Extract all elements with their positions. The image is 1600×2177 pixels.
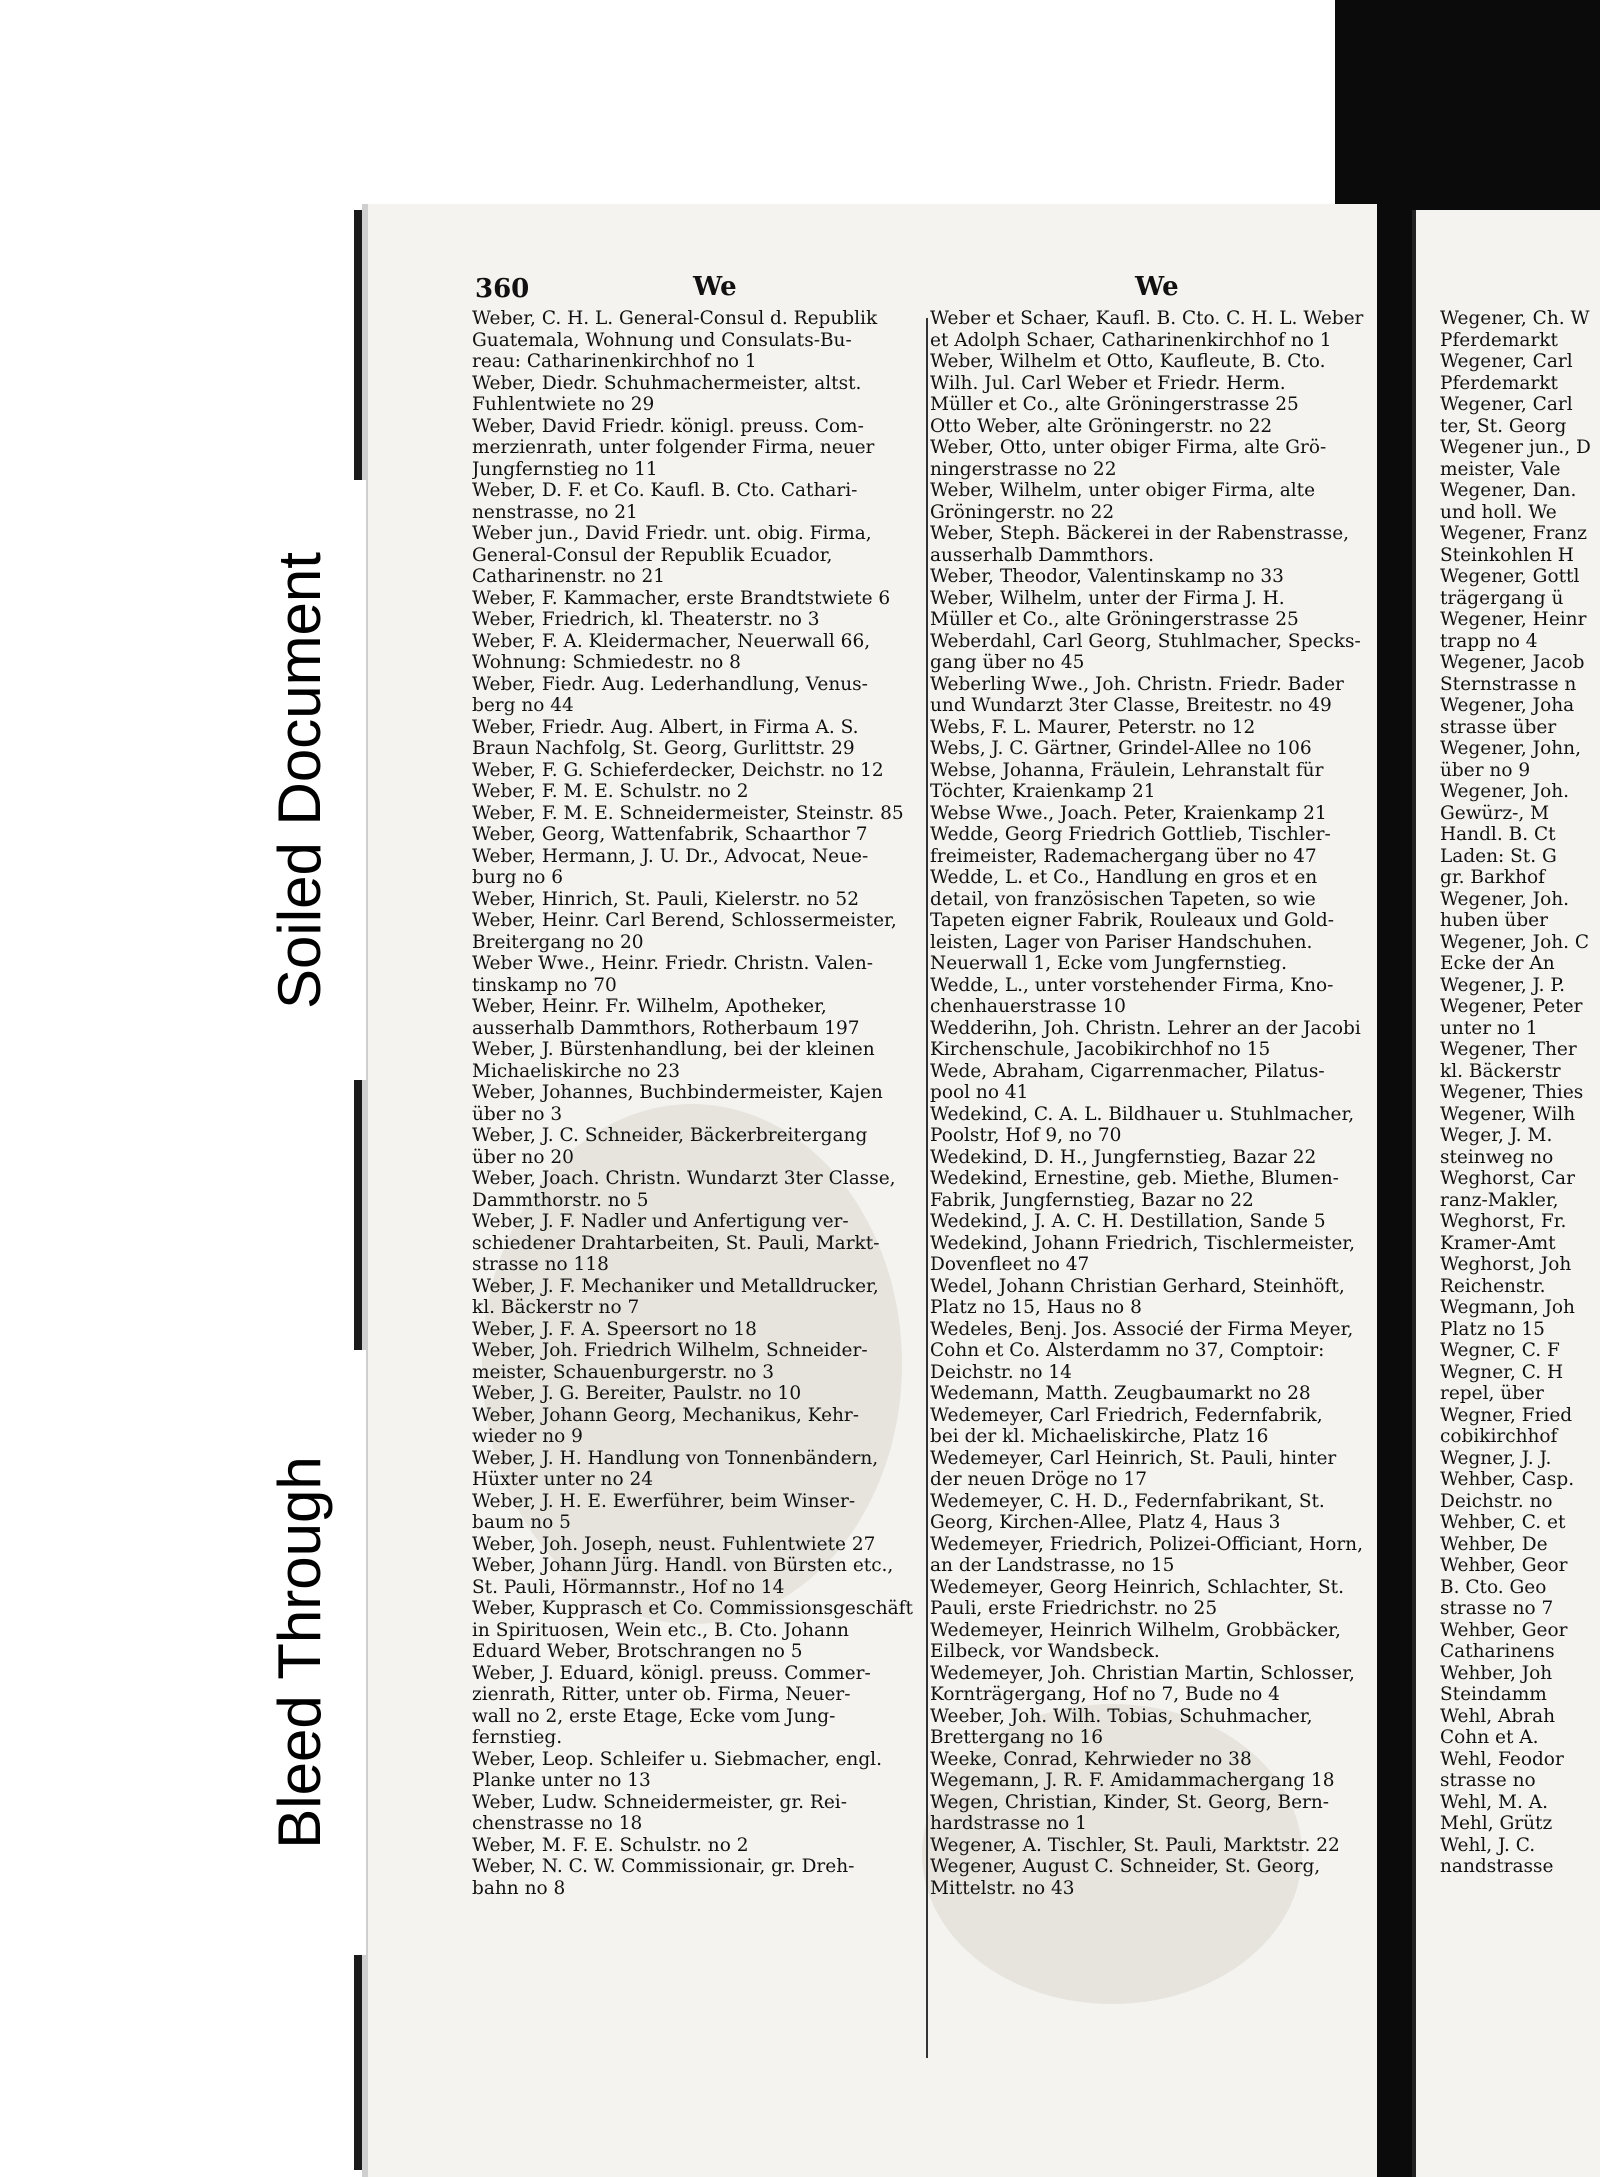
directory-line: Wegener, Joh. <box>1440 888 1570 910</box>
directory-line: Wegener, Dan. <box>1440 480 1577 501</box>
directory-line: Gröningerstr. no 22 <box>930 501 1115 523</box>
directory-line: Mittelstr. no 43 <box>930 1877 1075 1899</box>
directory-line: ausserhalb Dammthors. <box>930 544 1154 566</box>
directory-line: Weber, J. H. Handlung von Tonnenbändern, <box>472 1447 879 1469</box>
directory-line: Steindamm <box>1440 1684 1547 1705</box>
directory-line: Wedeles, Benj. Jos. Associé der Firma Meyer, <box>930 1318 1354 1340</box>
directory-line: Wegemann, J. R. F. Amidammachergang 18 <box>930 1770 1335 1791</box>
directory-line: Braun Nachfolg, St. Georg, Gurlittstr. 29 <box>472 738 855 759</box>
directory-line: Weber, Johann Georg, Mechanikus, Kehr- <box>472 1404 860 1426</box>
directory-line: Wedemeyer, Carl Heinrich, St. Pauli, hinter <box>930 1447 1337 1469</box>
directory-line: detail, von französischen Tapeten, so wie <box>930 888 1316 910</box>
directory-line: und Wundarzt 3ter Classe, Breitestr. no 49 <box>930 695 1332 716</box>
directory-line: schiedener Drahtarbeiten, St. Pauli, Markt- <box>472 1232 880 1254</box>
directory-line: Eduard Weber, Brotschrangen no 5 <box>472 1641 803 1662</box>
directory-line: Weber, Friedrich, kl. Theaterstr. no 3 <box>472 609 820 630</box>
directory-line: Michaeliskirche no 23 <box>472 1060 680 1082</box>
directory-line: berg no 44 <box>472 695 574 716</box>
directory-line: Wegener, John, <box>1440 738 1581 759</box>
directory-line: gang über no 45 <box>930 652 1085 673</box>
directory-line: fernstieg. <box>472 1727 563 1748</box>
directory-line: bei der kl. Michaeliskirche, Platz 16 <box>930 1426 1269 1447</box>
directory-line: Cohn et Co. Alsterdamm no 37, Comptoir: <box>930 1340 1325 1361</box>
directory-line: Weeber, Joh. Wilh. Tobias, Schuhmacher, <box>930 1705 1313 1727</box>
directory-line: Weber, Hinrich, St. Pauli, Kielerstr. no 52 <box>472 888 859 910</box>
directory-line: meister, Vale <box>1440 458 1561 480</box>
directory-line: Wedde, L. et Co., Handlung en gros et en <box>930 867 1318 888</box>
directory-line: Weber, Theodor, Valentinskamp no 33 <box>930 566 1284 587</box>
directory-line: Weber, Wilhelm, unter der Firma J. H. <box>930 587 1285 609</box>
directory-line: B. Cto. Geo <box>1440 1576 1547 1598</box>
directory-line: Wegner, J. J. <box>1440 1447 1552 1469</box>
directory-line: Weber, J. H. E. Ewerführer, beim Winser- <box>472 1490 856 1512</box>
directory-line: Kramer-Amt <box>1440 1232 1556 1254</box>
directory-line: Wegener, Joha <box>1440 695 1575 716</box>
directory-line: Wedemeyer, C. H. D., Federnfabrikant, St. <box>930 1490 1325 1512</box>
directory-line: wieder no 9 <box>472 1426 583 1447</box>
directory-line: chenhauerstrasse 10 <box>930 996 1126 1017</box>
directory-line: nenstrasse, no 21 <box>472 501 638 523</box>
directory-line: Weber, Diedr. Schuhmachermeister, altst. <box>472 372 862 394</box>
directory-column-next-page <box>1440 308 1600 1878</box>
directory-line: ter, St. Georg <box>1440 415 1567 437</box>
directory-line: über no 3 <box>472 1103 563 1125</box>
directory-line: kl. Bäckerstr <box>1440 1060 1561 1082</box>
directory-line: Weber, M. F. E. Schulstr. no 2 <box>472 1834 749 1856</box>
directory-line: Töchter, Kraienkamp 21 <box>930 781 1156 802</box>
directory-line: Weber et Schaer, Kaufl. B. Cto. C. H. L. Weber <box>930 308 1364 329</box>
directory-line: chenstrasse no 18 <box>472 1813 643 1834</box>
directory-line: Wegner, C. F <box>1440 1340 1560 1361</box>
directory-line: Weber Wwe., Heinr. Friedr. Christn. Valen- <box>472 953 874 974</box>
directory-line: Deichstr. no 14 <box>930 1361 1072 1383</box>
directory-line: Wegener jun., D <box>1440 437 1591 458</box>
directory-line: Steinkohlen H <box>1440 544 1574 566</box>
directory-line: leisten, Lager von Pariser Handschuhen. <box>930 931 1313 953</box>
running-head-right: We <box>1135 272 1179 302</box>
directory-line: Webs, F. L. Maurer, Peterstr. no 12 <box>930 716 1256 738</box>
directory-line: Weber, F. A. Kleidermacher, Neuerwall 66, <box>472 630 871 652</box>
directory-line: Weber, F. Kammacher, erste Brandtstwiete 6 <box>472 587 891 609</box>
directory-line: Sternstrasse n <box>1440 673 1577 695</box>
directory-line: Wehber, Joh <box>1440 1662 1553 1684</box>
directory-line: Kornträgergang, Hof no 7, Bude no 4 <box>930 1684 1280 1705</box>
directory-line: Weber, Wilhelm, unter obiger Firma, alte <box>930 480 1316 501</box>
directory-line: Eilbeck, vor Wandsbeck. <box>930 1641 1160 1662</box>
directory-line: wall no 2, erste Etage, Ecke vom Jung- <box>472 1705 836 1727</box>
directory-line: Wegener, J. P. <box>1440 974 1566 996</box>
directory-line: Wegener, Carl <box>1440 351 1573 372</box>
directory-line: Weghorst, Car <box>1440 1168 1575 1189</box>
directory-line: Georg, Kirchen-Allee, Platz 4, Haus 3 <box>930 1512 1281 1533</box>
directory-line: Wegener, Carl <box>1440 394 1573 415</box>
directory-line: ranz-Makler, <box>1440 1189 1559 1211</box>
directory-line: Weber, C. H. L. General-Consul d. Republik <box>472 308 878 329</box>
directory-line: Webse Wwe., Joach. Peter, Kraienkamp 21 <box>930 802 1327 824</box>
directory-line: steinweg no <box>1440 1146 1554 1168</box>
directory-line: pool no 41 <box>930 1082 1029 1103</box>
directory-line: Weghorst, Fr. <box>1440 1211 1567 1232</box>
directory-line: St. Pauli, Hörmannstr., Hof no 14 <box>472 1576 785 1598</box>
directory-line: Weber, Fiedr. Aug. Lederhandlung, Venus- <box>472 673 868 695</box>
directory-line: Fuhlentwiete no 29 <box>472 394 655 415</box>
directory-line: Wehl, Feodor <box>1440 1748 1564 1770</box>
directory-line: nandstrasse <box>1440 1856 1554 1877</box>
directory-line: Catharinenstr. no 21 <box>472 566 666 587</box>
directory-line: Weber, Kupprasch et Co. Commissionsgeschäft <box>472 1598 913 1619</box>
directory-line: Wegener, Ther <box>1440 1039 1577 1060</box>
directory-line: Webse, Johanna, Fräulein, Lehranstalt für <box>930 759 1324 781</box>
directory-line: Wegener, Joh. <box>1440 781 1570 802</box>
directory-line: Wede, Abraham, Cigarrenmacher, Pilatus- <box>930 1060 1325 1082</box>
directory-line: Wehber, Geor <box>1440 1555 1568 1576</box>
directory-line: Wedemeyer, Heinrich Wilhelm, Grobbäcker, <box>930 1619 1341 1641</box>
directory-line: Wegener, A. Tischler, St. Pauli, Marktstr. 22 <box>930 1834 1340 1856</box>
bleed-through-label: Bleed Through <box>232 1350 366 1955</box>
directory-line: Pauli, erste Friedrichstr. no 25 <box>930 1598 1218 1619</box>
directory-line: Weber, J. F. Mechaniker und Metalldrucker, <box>472 1275 879 1297</box>
directory-line: Wedemeyer, Georg Heinrich, Schlachter, St. <box>930 1576 1344 1598</box>
directory-line: Poolstr, Hof 9, no 70 <box>930 1125 1122 1146</box>
directory-line: Deichstr. no <box>1440 1490 1553 1512</box>
directory-line: der neuen Dröge no 17 <box>930 1469 1147 1490</box>
directory-line: Weber, Johannes, Buchbindermeister, Kajen <box>472 1082 883 1103</box>
directory-line: Guatemala, Wohnung und Consulats-Bu- <box>472 329 852 351</box>
directory-line: reau: Catharinenkirchhof no 1 <box>472 351 757 372</box>
directory-line: Weber, Steph. Bäckerei in der Rabenstrasse, <box>930 523 1350 544</box>
directory-line: Weber, Ludw. Schneidermeister, gr. Rei- <box>472 1791 847 1813</box>
directory-line: General-Consul der Republik Ecuador, <box>472 544 833 566</box>
directory-line: Wegener, Heinr <box>1440 609 1587 630</box>
directory-line: Kirchenschule, Jacobikirchhof no 15 <box>930 1039 1271 1060</box>
directory-line: Reichenstr. <box>1440 1275 1546 1297</box>
directory-line: Breitergang no 20 <box>472 931 644 953</box>
directory-line: Wedemeyer, Friedrich, Polizei-Officiant, Horn, <box>930 1533 1363 1555</box>
directory-line: Wegener, Peter <box>1440 996 1583 1017</box>
directory-line: Müller et Co., alte Gröningerstrasse 25 <box>930 394 1299 415</box>
directory-line: Weber, Georg, Wattenfabrik, Schaarthor 7 <box>472 824 868 845</box>
directory-line: trapp no 4 <box>1440 630 1538 652</box>
directory-line: Otto Weber, alte Gröningerstr. no 22 <box>930 415 1273 437</box>
directory-line: Jungfernstieg no 11 <box>472 458 658 480</box>
directory-line: Wehber, Casp. <box>1440 1469 1575 1490</box>
directory-line: Weber, J. Eduard, königl. preuss. Commer- <box>472 1662 871 1684</box>
directory-line: Pferdemarkt <box>1440 372 1558 394</box>
directory-line: burg no 6 <box>472 867 564 888</box>
directory-line: Weber, F. M. E. Schneidermeister, Steinstr. 85 <box>472 802 904 824</box>
directory-line: Wegener, Wilh <box>1440 1103 1576 1125</box>
directory-line: über no 20 <box>472 1146 574 1168</box>
directory-line: Weber, J. F. Nadler und Anfertigung ver- <box>472 1211 849 1232</box>
directory-line: Weber, Hermann, J. U. Dr., Advocat, Neue- <box>472 845 869 867</box>
directory-line: Wohnung: Schmiedestr. no 8 <box>472 652 741 673</box>
directory-line: strasse über <box>1440 716 1557 738</box>
directory-line: Weberling Wwe., Joh. Christn. Friedr. Bader <box>930 673 1344 695</box>
directory-line: Ecke der An <box>1440 953 1555 974</box>
directory-line: strasse no 118 <box>472 1254 609 1275</box>
directory-line: Platz no 15 <box>1440 1318 1545 1340</box>
directory-line: Weber, F. M. E. Schulstr. no 2 <box>472 781 749 802</box>
directory-line: Weber, Joh. Joseph, neust. Fuhlentwiete 27 <box>472 1533 876 1555</box>
directory-line: Weber, J. F. A. Speersort no 18 <box>472 1318 757 1340</box>
directory-line: Dovenfleet no 47 <box>930 1254 1090 1275</box>
directory-line: Müller et Co., alte Gröningerstrasse 25 <box>930 609 1299 630</box>
directory-line: Hüxter unter no 24 <box>472 1469 653 1490</box>
directory-line: Wedekind, C. A. L. Bildhauer u. Stuhlmacher, <box>930 1103 1355 1125</box>
directory-line: Wegener, Ch. W <box>1440 308 1590 329</box>
directory-line: Weber, Joach. Christn. Wundarzt 3ter Classe, <box>472 1168 896 1189</box>
directory-line: Platz no 15, Haus no 8 <box>930 1297 1142 1318</box>
directory-line: Weber, Otto, unter obiger Firma, alte Grö- <box>930 437 1327 458</box>
directory-line: Weber, J. Bürstenhandlung, bei der kleinen <box>472 1039 875 1060</box>
directory-line: bahn no 8 <box>472 1877 566 1899</box>
page-number: 360 <box>475 274 530 304</box>
directory-line: gr. Barkhof <box>1440 867 1545 888</box>
directory-line: cobikirchhof <box>1440 1426 1558 1447</box>
directory-line: Handl. B. Ct <box>1440 824 1556 845</box>
directory-line: huben über <box>1440 910 1548 931</box>
directory-column-left <box>472 308 924 1899</box>
directory-line: Wegner, Fried <box>1440 1404 1573 1426</box>
directory-line: meister, Schauenburgerstr. no 3 <box>472 1361 775 1383</box>
directory-line: freimeister, Rademachergang über no 47 <box>930 845 1317 867</box>
directory-line: trägergang ü <box>1440 587 1564 609</box>
directory-line: Wedde, Georg Friedrich Gottlieb, Tischler- <box>930 824 1331 845</box>
directory-line: Weger, J. M. <box>1440 1125 1553 1146</box>
directory-line: in Spirituosen, Wein etc., B. Cto. Johann <box>472 1619 849 1641</box>
directory-line: Wegen, Christian, Kinder, St. Georg, Bern- <box>930 1791 1330 1813</box>
directory-line: Weber, D. F. et Co. Kaufl. B. Cto. Cathari- <box>472 480 858 501</box>
directory-line: Weber, Leop. Schleifer u. Siebmacher, engl. <box>472 1748 882 1770</box>
directory-line: Wegener, Gottl <box>1440 566 1580 587</box>
directory-line: Fabrik, Jungfernstieg, Bazar no 22 <box>930 1189 1254 1211</box>
directory-line: Wedel, Johann Christian Gerhard, Steinhöft, <box>930 1275 1345 1297</box>
directory-line: Wegner, C. H <box>1440 1361 1564 1383</box>
directory-line: Wedderihn, Joh. Christn. Lehrer an der Jacobi <box>930 1017 1361 1039</box>
directory-line: hardstrasse no 1 <box>930 1813 1087 1834</box>
directory-line: Weberdahl, Carl Georg, Stuhlmacher, Specks- <box>930 630 1361 652</box>
directory-line: Gewürz-, M <box>1440 802 1550 824</box>
directory-line: kl. Bäckerstr no 7 <box>472 1297 640 1318</box>
directory-line: Weghorst, Joh <box>1440 1254 1572 1275</box>
directory-line: tinskamp no 70 <box>472 974 617 996</box>
directory-line: Weber, Wilhelm et Otto, Kaufleute, B. Cto. <box>930 351 1326 372</box>
directory-line: Neuerwall 1, Ecke vom Jungfernstieg. <box>930 953 1288 974</box>
directory-line: Wehl, M. A. <box>1440 1791 1548 1813</box>
directory-line: Planke unter no 13 <box>472 1770 651 1791</box>
directory-line: Wegener, Joh. C <box>1440 931 1590 953</box>
directory-line: Laden: St. G <box>1440 845 1557 867</box>
directory-line: zienrath, Ritter, unter ob. Firma, Neuer- <box>472 1684 851 1705</box>
directory-line: unter no 1 <box>1440 1017 1538 1039</box>
directory-line: Weber, F. G. Schieferdecker, Deichstr. no 12 <box>472 759 884 781</box>
directory-line: Weber jun., David Friedr. unt. obig. Firma, <box>472 523 872 544</box>
directory-line: strasse no 7 <box>1440 1598 1554 1619</box>
directory-line: Wedekind, J. A. C. H. Destillation, Sande 5 <box>930 1211 1326 1232</box>
directory-line: Weber, J. G. Bereiter, Paulstr. no 10 <box>472 1383 802 1404</box>
directory-line: Wehl, Abrah <box>1440 1705 1556 1727</box>
directory-line: Wehber, C. et <box>1440 1512 1566 1533</box>
directory-line: Weber, Joh. Friedrich Wilhelm, Schneider- <box>472 1340 868 1361</box>
directory-line: repel, über <box>1440 1383 1544 1404</box>
directory-line: Brettergang no 16 <box>930 1727 1104 1748</box>
directory-line: Dammthorstr. no 5 <box>472 1189 649 1211</box>
directory-line: Wedekind, Ernestine, geb. Miethe, Blumen- <box>930 1168 1339 1189</box>
directory-line: Weber, N. C. W. Commissionair, gr. Dreh- <box>472 1856 855 1877</box>
directory-line: Weber, Johann Jürg. Handl. von Bürsten etc., <box>472 1555 894 1576</box>
directory-line: Mehl, Grütz <box>1440 1813 1553 1834</box>
directory-line: Weber, J. C. Schneider, Bäckerbreitergang <box>472 1125 868 1146</box>
directory-line: Weber, Heinr. Carl Berend, Schlossermeister, <box>472 910 897 931</box>
directory-line: Wedde, L., unter vorstehender Firma, Kno- <box>930 974 1334 996</box>
directory-line: Wegener, August C. Schneider, St. Georg, <box>930 1856 1321 1877</box>
directory-line: et Adolph Schaer, Catharinenkirchhof no 1 <box>930 329 1332 351</box>
directory-line: Wilh. Jul. Carl Weber et Friedr. Herm. <box>930 372 1286 394</box>
directory-line: Pferdemarkt <box>1440 329 1558 351</box>
running-head-left: We <box>693 272 737 302</box>
directory-line: ausserhalb Dammthors, Rotherbaum 197 <box>472 1017 860 1039</box>
directory-line: Wedemeyer, Joh. Christian Martin, Schlosser, <box>930 1662 1355 1684</box>
directory-line: Wedekind, D. H., Jungfernstieg, Bazar 22 <box>930 1146 1317 1168</box>
soiled-document-label: Soiled Document <box>232 480 366 1080</box>
directory-line: an der Landstrasse, no 15 <box>930 1555 1175 1576</box>
directory-line: Wegener, Jacob <box>1440 652 1585 673</box>
directory-line: Wehber, De <box>1440 1533 1548 1555</box>
directory-line: Wehber, Geor <box>1440 1619 1568 1641</box>
directory-column-right <box>930 308 1380 1899</box>
directory-line: Tapeten eigner Fabrik, Rouleaux und Gold- <box>930 910 1334 931</box>
directory-line: baum no 5 <box>472 1512 571 1533</box>
directory-line: Weber, David Friedr. königl. preuss. Com- <box>472 415 864 437</box>
directory-line: über no 9 <box>1440 759 1531 781</box>
directory-line: Wedekind, Johann Friedrich, Tischlermeister, <box>930 1232 1355 1254</box>
directory-line: und holl. We <box>1440 501 1557 523</box>
directory-line: Weber, Friedr. Aug. Albert, in Firma A. S. <box>472 716 859 738</box>
directory-line: Wegener, Franz <box>1440 523 1588 544</box>
directory-line: Wedemeyer, Carl Friedrich, Federnfabrik, <box>930 1404 1323 1426</box>
directory-line: Wedemann, Matth. Zeugbaumarkt no 28 <box>930 1383 1311 1404</box>
directory-line: strasse no <box>1440 1770 1536 1791</box>
directory-line: Catharinens <box>1440 1641 1555 1662</box>
directory-line: ningerstrasse no 22 <box>930 458 1117 480</box>
directory-line: Wegener, Thies <box>1440 1082 1584 1103</box>
column-rule <box>926 318 928 2058</box>
directory-line: Weeke, Conrad, Kehrwieder no 38 <box>930 1748 1252 1770</box>
directory-line: Weber, Heinr. Fr. Wilhelm, Apotheker, <box>472 996 827 1017</box>
directory-line: Wehl, J. C. <box>1440 1834 1536 1856</box>
directory-line: Webs, J. C. Gärtner, Grindel-Allee no 106 <box>930 738 1312 759</box>
directory-line: Wegmann, Joh <box>1440 1297 1575 1318</box>
directory-line: merzienrath, unter folgender Firma, neuer <box>472 437 875 458</box>
directory-line: Cohn et A. <box>1440 1727 1539 1748</box>
